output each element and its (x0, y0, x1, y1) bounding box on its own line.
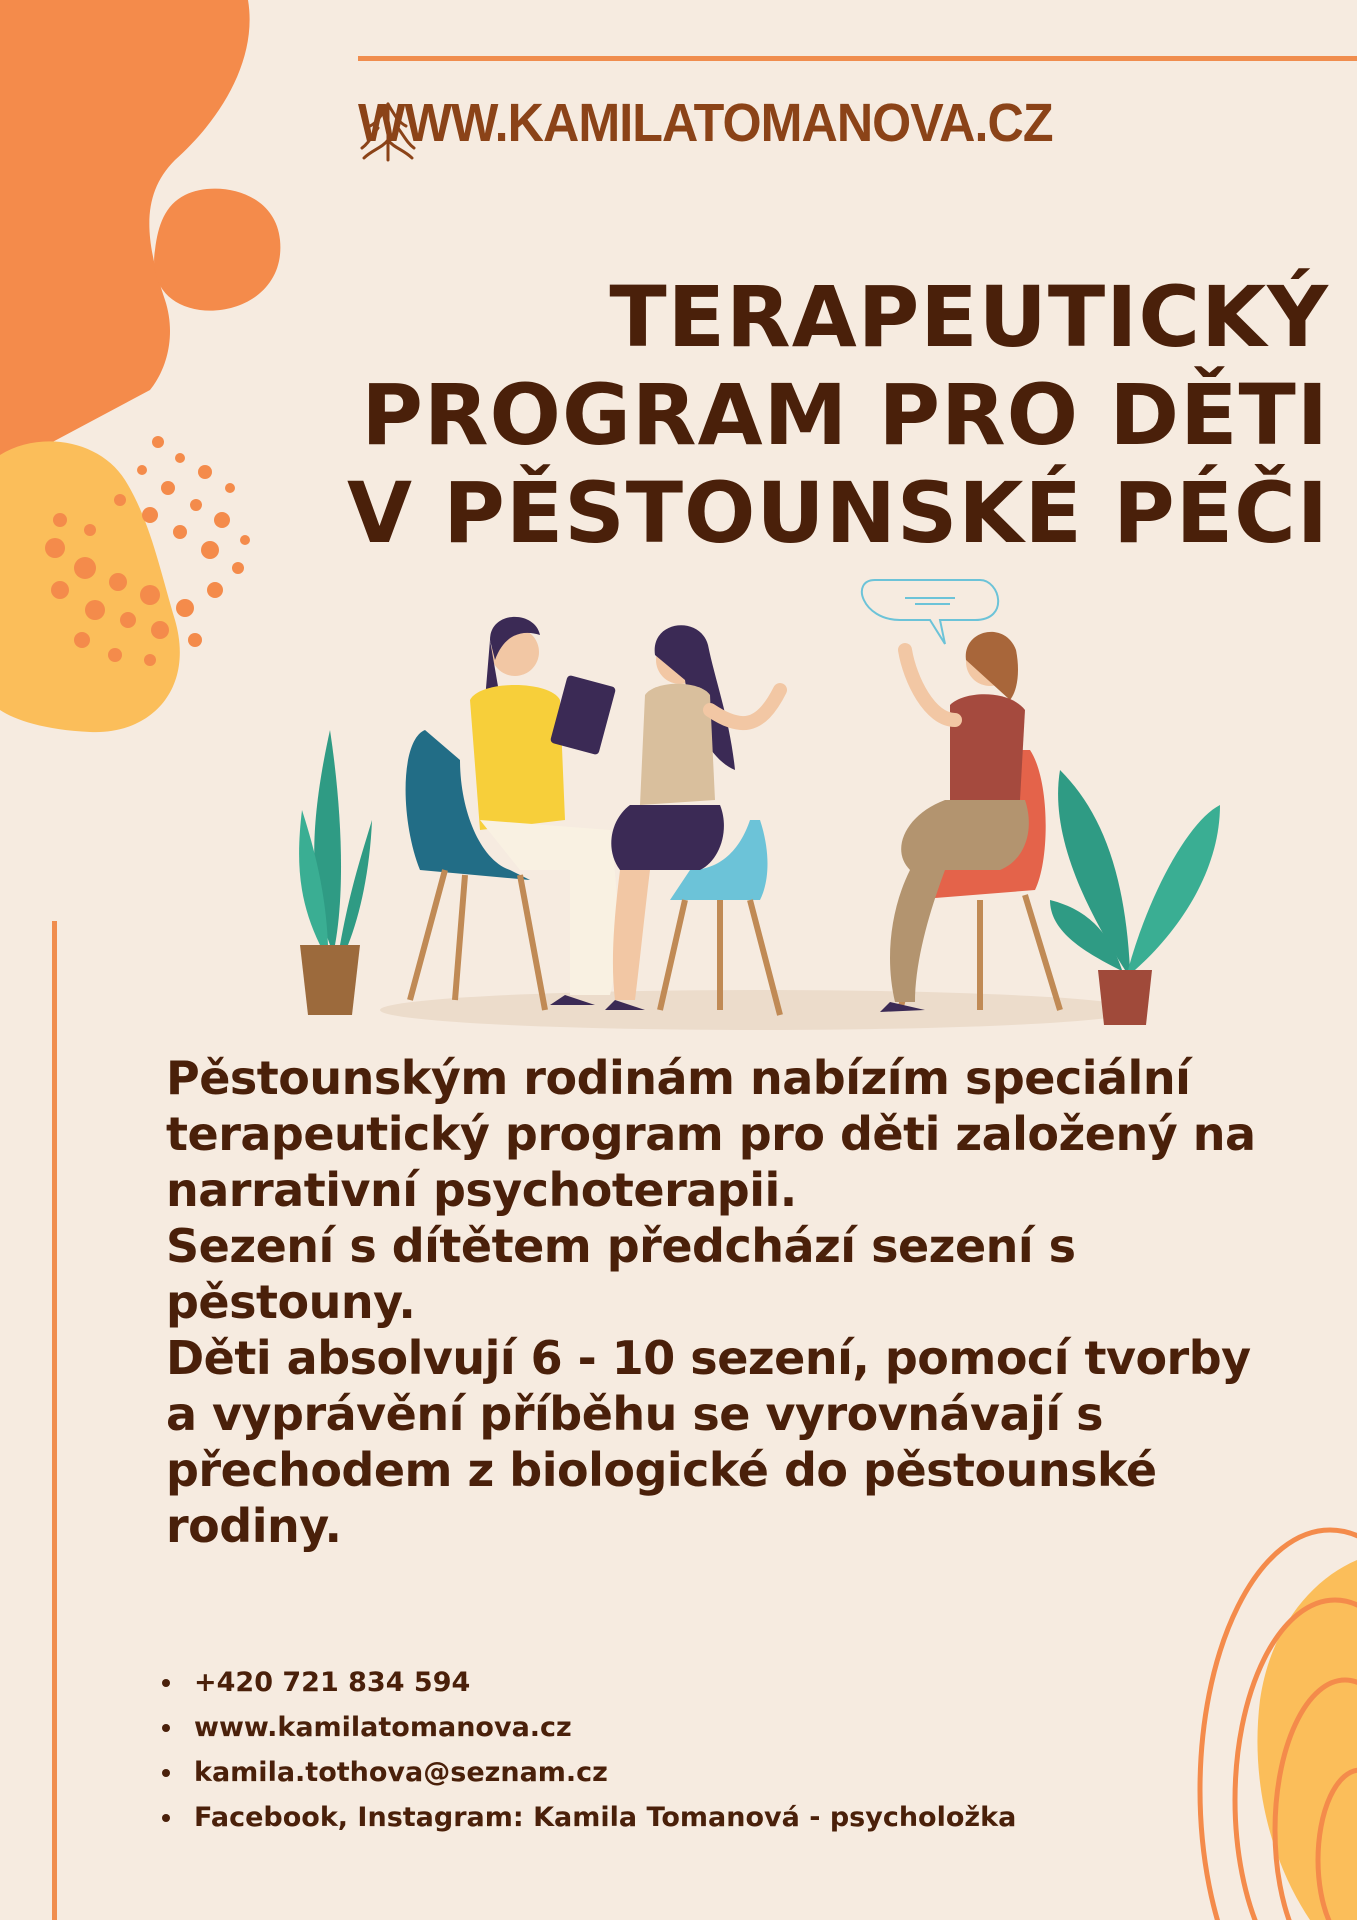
description-paragraph-3: Děti absolvují 6 - 10 sezení, pomocí tvorby a vyprávění příběhu se vyrovnávají s přechodem z biologické do pěstounské rodiny. (166, 1331, 1251, 1553)
page-title (229, 268, 1329, 562)
snake-plant-icon (299, 730, 372, 1015)
title-line-1: TERAPEUTICKÝ (609, 268, 1329, 366)
decorative-rings-bottom-right (1120, 1500, 1357, 1920)
description-paragraph-1: Pěstounským rodinám nabízím speciální terapeutický program pro děti založený na narrativní psychoterapii. (166, 1051, 1256, 1217)
program-description (166, 1050, 1286, 1554)
site-url-header: WWW.KAMILATOMANOVA.CZ (358, 93, 1053, 153)
contact-phone[interactable]: +420 721 834 594 (158, 1660, 1016, 1705)
description-paragraph-2: Sezení s dítětem předchází sezení s pěstouny. (166, 1219, 1076, 1329)
title-line-2: PROGRAM PRO DĚTI (361, 366, 1329, 464)
contact-website-link[interactable]: www.kamilatomanova.cz (158, 1705, 1016, 1750)
title-line-3: V PĚSTOUNSKÉ PÉČI (347, 464, 1329, 562)
contact-email-link[interactable]: kamila.tothova@seznam.cz (158, 1750, 1016, 1795)
therapy-group-illustration (290, 570, 1230, 1040)
left-divider-line (52, 921, 57, 1920)
top-divider-line (358, 56, 1357, 61)
contact-social-media: Facebook, Instagram: Kamila Tomanová - psycholožka (158, 1795, 1016, 1840)
speech-bubble-icon (862, 580, 998, 644)
contact-list (158, 1660, 1016, 1840)
leafy-plant-icon (1050, 770, 1220, 1025)
